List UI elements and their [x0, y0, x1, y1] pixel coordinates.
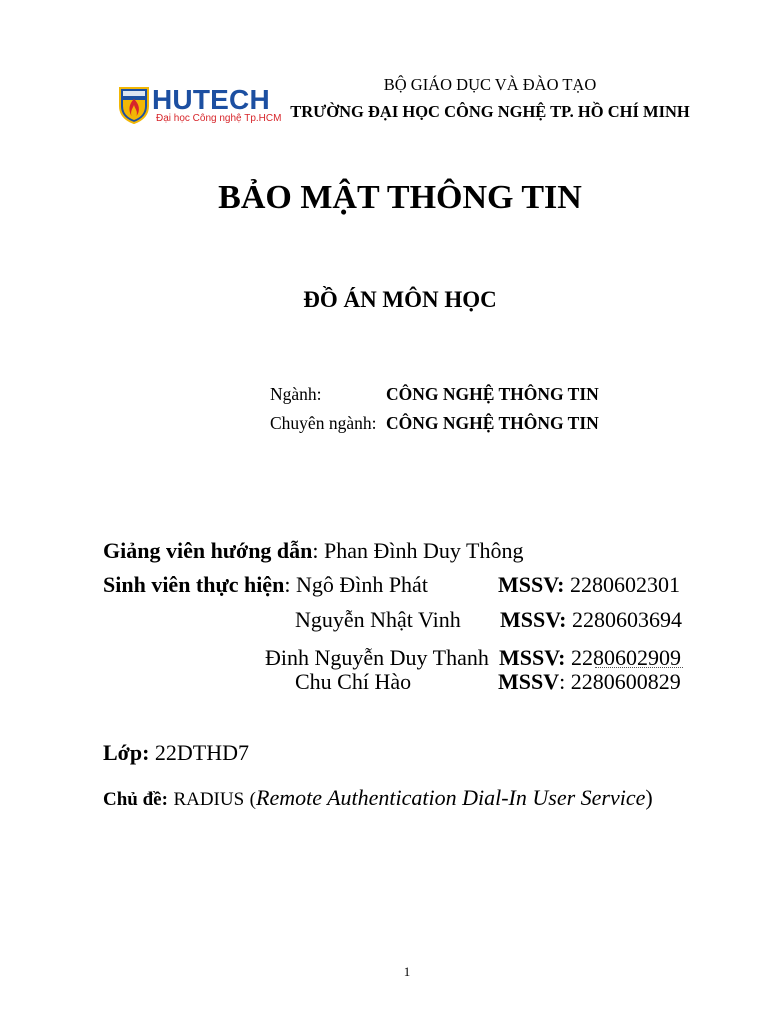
topic-label: Chủ đề:	[103, 789, 168, 810]
instructor-separator: :	[312, 538, 319, 563]
student-row-1-id	[498, 574, 680, 596]
student-row-1-name	[103, 574, 428, 596]
major-label: Ngành:	[270, 384, 322, 404]
student-id: 2280600829	[570, 669, 681, 694]
student-id-label: MSSV:	[500, 607, 567, 632]
spellcheck-underline	[595, 667, 683, 668]
student-id: 2280602301	[569, 572, 680, 597]
page-number: 1	[403, 964, 411, 979]
topic-line	[103, 787, 653, 809]
class-label: Lớp:	[103, 740, 150, 765]
student-id-label: MSSV	[498, 669, 560, 694]
logo-tagline: Đại học Công nghệ Tp.HCM	[156, 113, 282, 124]
student-id: 2280603694	[571, 607, 682, 632]
topic-close-paren: )	[645, 785, 653, 810]
student-row-4-id	[498, 671, 681, 693]
students-separator: :	[284, 572, 291, 597]
student-row-3-name	[265, 647, 489, 669]
shield-band	[123, 91, 145, 96]
student-id-separator: :	[559, 669, 566, 694]
students-label: Sinh viên thực hiện	[103, 572, 285, 597]
specialization-value: CÔNG NGHỆ THÔNG TIN	[386, 413, 599, 433]
topic-acronym: RADIUS	[173, 789, 245, 810]
student-name: Chu Chí Hào	[295, 669, 412, 694]
topic-expansion: Remote Authentication Dial-In User Service	[256, 785, 646, 810]
instructor-label: Giảng viên hướng dẫn	[103, 538, 313, 563]
major-value: CÔNG NGHỆ THÔNG TIN	[386, 384, 599, 404]
student-id: 2280602909	[570, 645, 681, 670]
student-name: Ngô Đình Phát	[295, 572, 428, 597]
student-name: Nguyễn Nhật Vinh	[295, 607, 461, 632]
student-id-label: MSSV:	[498, 572, 565, 597]
university-name: TRƯỜNG ĐẠI HỌC CÔNG NGHỆ TP. HỒ CHÍ MINH	[290, 102, 690, 121]
student-row-2-name	[295, 609, 461, 631]
instructor-name: Phan Đình Duy Thông	[324, 538, 524, 563]
student-row-2-id	[500, 609, 682, 631]
page-title: BẢO MẬT THÔNG TIN	[218, 179, 582, 216]
page-subtitle: ĐỒ ÁN MÔN HỌC	[303, 287, 497, 312]
specialization-label: Chuyên ngành:	[270, 413, 377, 433]
instructor-line	[103, 540, 523, 562]
topic-open-paren: (	[249, 789, 256, 810]
class-line	[103, 742, 249, 764]
student-id-label: MSSV:	[499, 645, 566, 670]
ministry-name: BỘ GIÁO DỤC VÀ ĐÀO TẠO	[383, 75, 597, 94]
student-name: Đinh Nguyễn Duy Thanh	[265, 645, 489, 670]
logo-brand: HUTECH	[152, 84, 270, 115]
student-row-3-id	[499, 647, 681, 669]
hutech-shield-icon	[118, 86, 150, 124]
student-row-4-name	[295, 671, 411, 693]
class-value: 22DTHD7	[154, 740, 250, 765]
